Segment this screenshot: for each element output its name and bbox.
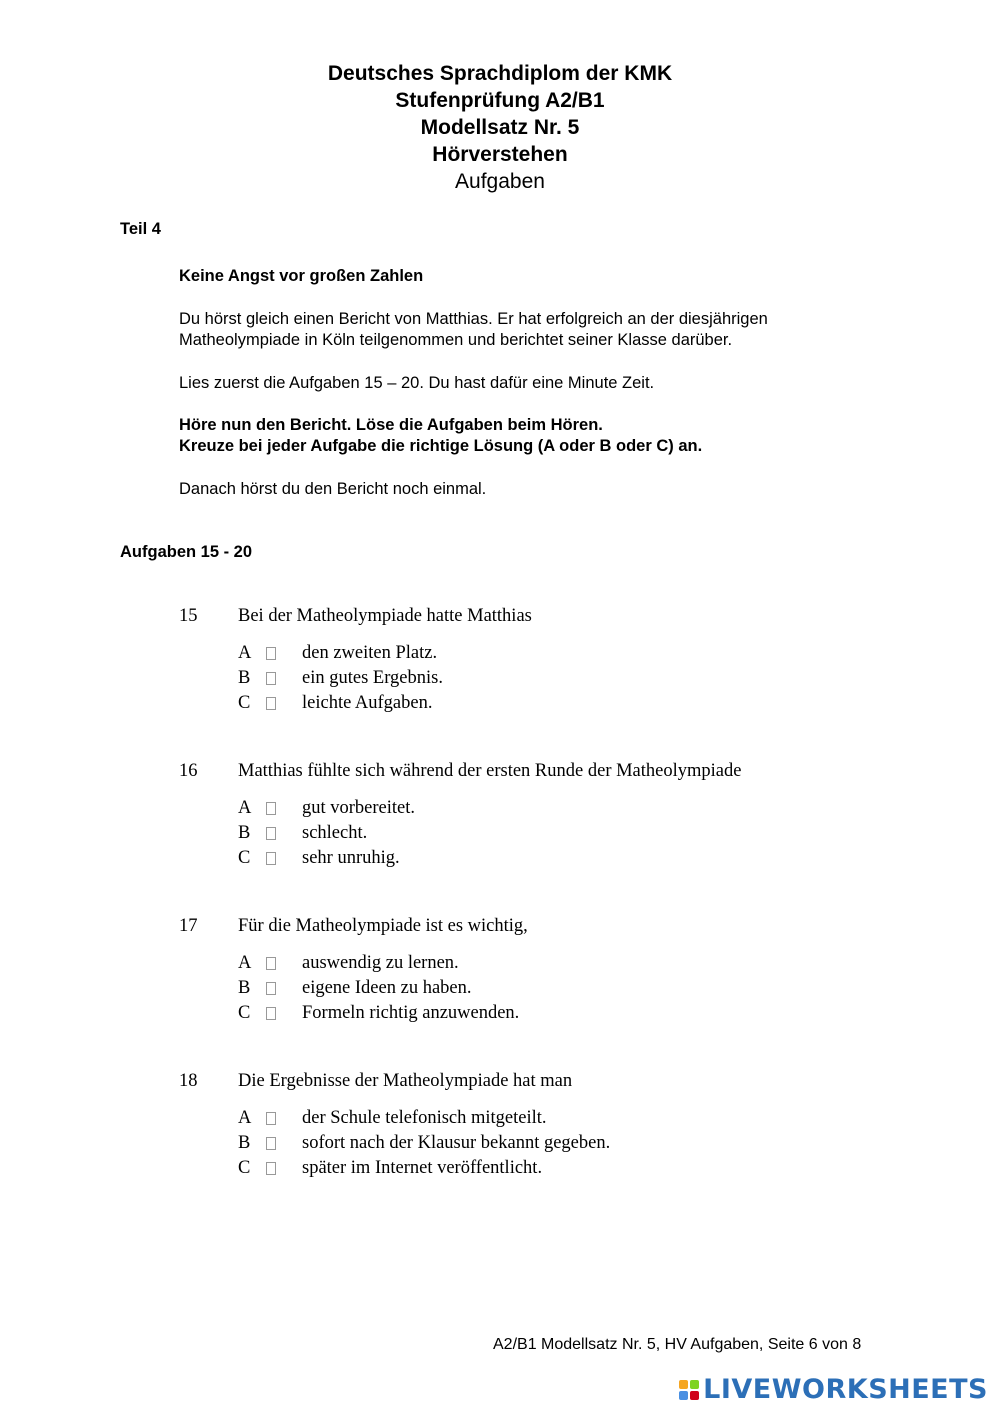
liveworksheets-logo <box>679 1374 988 1405</box>
instructions-line-2: Kreuze bei jeder Aufgabe die richtige Lösung (A oder B oder C) an. <box>179 437 703 455</box>
option-letter: C <box>238 1003 251 1023</box>
option-text: den zweiten Platz. <box>302 643 438 663</box>
option-text: der Schule telefonisch mitgeteilt. <box>302 1108 547 1128</box>
option-letter: A <box>238 953 252 973</box>
option-text: ein gutes Ergebnis. <box>302 668 443 688</box>
option-text: Formeln richtig anzuwenden. <box>302 1003 520 1023</box>
live-grid-icon <box>679 1380 699 1400</box>
answer-checkbox[interactable] <box>266 852 276 865</box>
answer-checkbox[interactable] <box>266 802 276 815</box>
logo-text: LIVEWORKSHEETS <box>703 1374 988 1405</box>
header-level: Stufenprüfung A2/B1 <box>395 89 605 112</box>
option-letter: B <box>238 978 251 998</box>
header-subtitle: Aufgaben <box>455 170 545 193</box>
option-letter: C <box>238 848 251 868</box>
option-text: schlecht. <box>302 823 368 843</box>
intro-paragraph-1-line-2: Matheolympiade in Köln teilgenommen und berichtet seiner Klasse darüber. <box>179 331 733 349</box>
option-text: leichte Aufgaben. <box>302 693 433 713</box>
answer-checkbox[interactable] <box>266 1162 276 1175</box>
answer-checkbox[interactable] <box>266 1112 276 1125</box>
header-title: Deutsches Sprachdiplom der KMK <box>327 62 673 85</box>
answer-checkbox[interactable] <box>266 1137 276 1150</box>
question-16-number: 16 <box>179 761 198 781</box>
question-16-option-a <box>238 796 415 821</box>
question-17-number: 17 <box>179 916 198 936</box>
tasks-title: Aufgaben 15 - 20 <box>120 543 253 561</box>
option-letter: A <box>238 643 252 663</box>
answer-checkbox[interactable] <box>266 827 276 840</box>
question-17-option-c <box>238 1001 519 1026</box>
instructions <box>179 415 899 457</box>
question-17-stem: Für die Matheolympiade ist es wichtig, <box>238 916 528 936</box>
section-title: Teil 4 <box>120 220 161 238</box>
answer-checkbox[interactable] <box>266 1007 276 1020</box>
option-letter: C <box>238 693 251 713</box>
option-text: später im Internet veröffentlicht. <box>302 1158 543 1178</box>
intro-paragraph-3: Danach hörst du den Bericht noch einmal. <box>179 480 487 498</box>
question-15-option-c <box>238 691 432 716</box>
intro-paragraph-2: Lies zuerst die Aufgaben 15 – 20. Du hast dafür eine Minute Zeit. <box>179 374 655 392</box>
intro-paragraph-1-line-1: Du hörst gleich einen Bericht von Matthias. Er hat erfolgreich an der diesjährigen <box>179 310 768 328</box>
page-footer: A2/B1 Modellsatz Nr. 5, HV Aufgaben, Seite 6 von 8 <box>493 1336 862 1353</box>
logo-square <box>679 1391 688 1400</box>
intro-paragraph-1 <box>179 309 899 351</box>
question-15-stem: Bei der Matheolympiade hatte Matthias <box>238 606 532 626</box>
instructions-line-1: Höre nun den Bericht. Löse die Aufgaben beim Hören. <box>179 416 603 434</box>
answer-checkbox[interactable] <box>266 982 276 995</box>
option-text: sehr unruhig. <box>302 848 400 868</box>
answer-checkbox[interactable] <box>266 697 276 710</box>
question-15-option-a <box>238 641 437 666</box>
option-text: sofort nach der Klausur bekannt gegeben. <box>302 1133 611 1153</box>
question-17-option-b <box>238 976 472 1001</box>
option-letter: B <box>238 1133 251 1153</box>
question-17-option-a <box>238 951 459 976</box>
option-text: gut vorbereitet. <box>302 798 416 818</box>
question-18-option-c <box>238 1156 542 1181</box>
question-18-number: 18 <box>179 1071 198 1091</box>
answer-checkbox[interactable] <box>266 957 276 970</box>
question-16-stem: Matthias fühlte sich während der ersten Runde der Matheolympiade <box>238 761 742 781</box>
option-letter: A <box>238 798 252 818</box>
intro-heading: Keine Angst vor großen Zahlen <box>179 267 424 285</box>
question-15-option-b <box>238 666 443 691</box>
question-18-option-b <box>238 1131 610 1156</box>
question-18-stem: Die Ergebnisse der Matheolympiade hat man <box>238 1071 573 1091</box>
option-text: auswendig zu lernen. <box>302 953 459 973</box>
option-letter: B <box>238 668 251 688</box>
header-model: Modellsatz Nr. 5 <box>420 116 580 139</box>
question-16-option-c <box>238 846 400 871</box>
document-header <box>0 60 1000 195</box>
answer-checkbox[interactable] <box>266 647 276 660</box>
option-letter: A <box>238 1108 252 1128</box>
question-15-number: 15 <box>179 606 198 626</box>
option-letter: C <box>238 1158 251 1178</box>
option-letter: B <box>238 823 251 843</box>
header-section: Hörverstehen <box>432 143 568 166</box>
question-16-option-b <box>238 821 367 846</box>
logo-square <box>690 1391 699 1400</box>
logo-square <box>690 1380 699 1389</box>
option-text: eigene Ideen zu haben. <box>302 978 472 998</box>
logo-square <box>679 1380 688 1389</box>
answer-checkbox[interactable] <box>266 672 276 685</box>
question-18-option-a <box>238 1106 547 1131</box>
